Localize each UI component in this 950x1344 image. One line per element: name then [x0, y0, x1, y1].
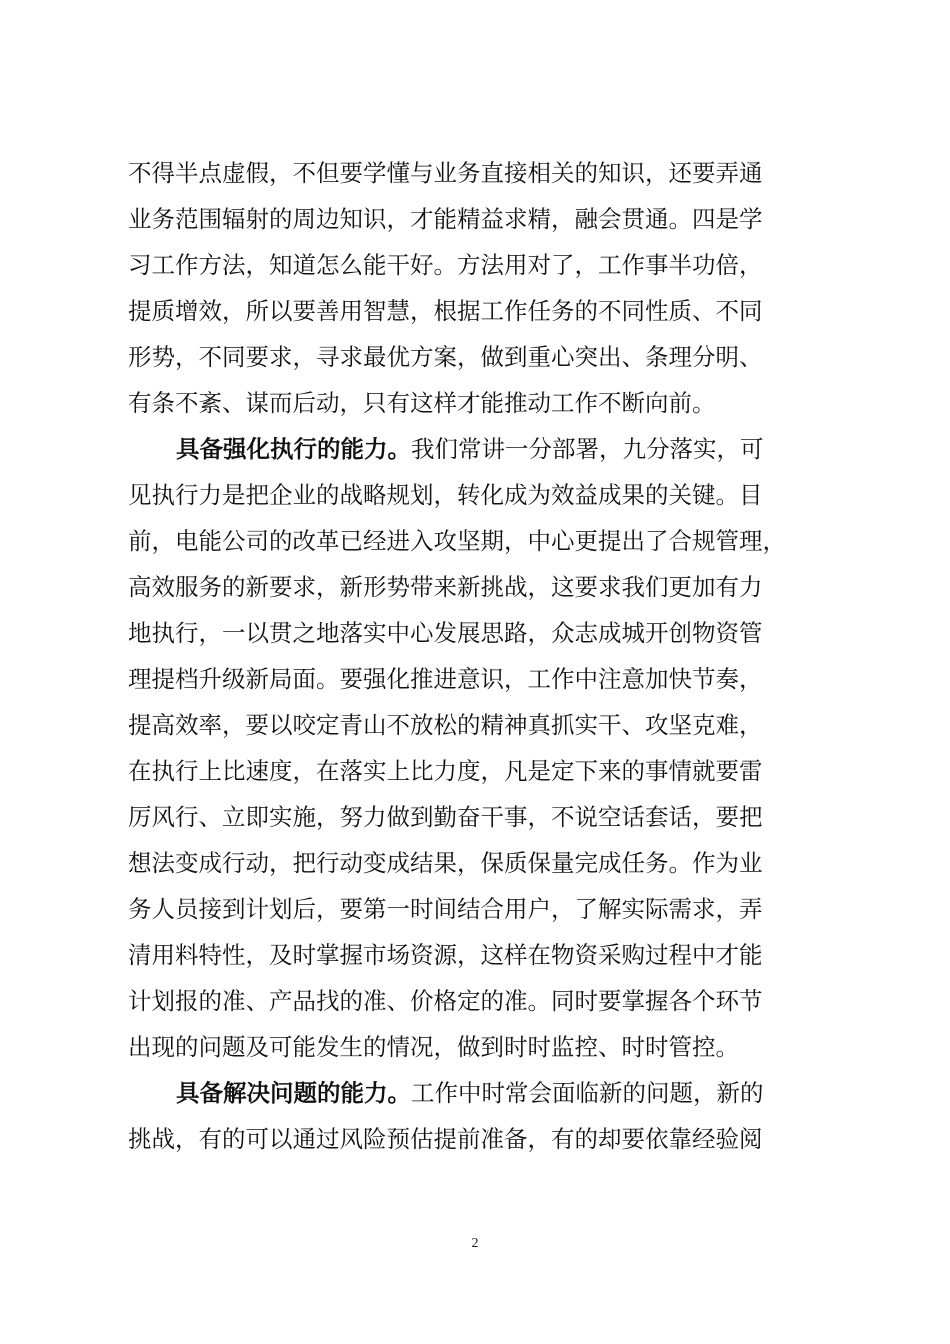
text-line: 前，电能公司的改革已经进入攻坚期，中心更提出了合规管理，	[128, 527, 786, 555]
text-line: 有条不紊、谋而后动，只有这样才能推动工作不断向前。	[128, 389, 716, 417]
text-run: 工作中时常会面临新的问题，新的	[411, 1079, 764, 1107]
text-line: 务人员接到计划后，要第一时间结合用户，了解实际需求，弄	[128, 895, 763, 923]
text-line: 在执行上比速度，在落实上比力度，凡是定下来的事情就要雷	[128, 757, 763, 785]
text-line: 形势，不同要求，寻求最优方案，做到重心突出、条理分明、	[128, 343, 763, 371]
text-line: 业务范围辐射的周边知识，才能精益求精，融会贯通。四是学	[128, 205, 763, 233]
text-line: 提高效率，要以咬定青山不放松的精神真抓实干、攻坚克难，	[128, 711, 763, 739]
text-line: 见执行力是把企业的战略规划，转化成为效益成果的关键。目	[128, 481, 763, 509]
paragraph-heading: 具备强化执行的能力。	[176, 435, 411, 463]
text-line: 提质增效，所以要善用智慧，根据工作任务的不同性质、不同	[128, 297, 763, 325]
paragraph-first-line	[128, 426, 838, 472]
text-line: 理提档升级新局面。要强化推进意识，工作中注意加快节奏，	[128, 665, 763, 693]
page-number: 2	[471, 1236, 479, 1251]
text-line: 清用料特性，及时掌握市场资源，这样在物资采购过程中才能	[128, 941, 763, 969]
text-line: 计划报的准、产品找的准、价格定的准。同时要掌握各个环节	[128, 987, 763, 1015]
text-line: 厉风行、立即实施，努力做到勤奋干事，不说空话套话，要把	[128, 803, 763, 831]
text-line: 习工作方法，知道怎么能干好。方法用对了，工作事半功倍，	[128, 251, 763, 279]
paragraph-first-line	[128, 1070, 838, 1116]
text-line: 地执行，一以贯之地落实中心发展思路，众志成城开创物资管	[128, 619, 763, 647]
text-line: 高效服务的新要求，新形势带来新挑战，这要求我们更加有力	[128, 573, 763, 601]
text-line: 想法变成行动，把行动变成结果，保质保量完成任务。作为业	[128, 849, 763, 877]
text-line: 挑战，有的可以通过风险预估提前准备，有的却要依靠经验阅	[128, 1125, 763, 1153]
text-run: 我们常讲一分部署，九分落实，可	[411, 435, 764, 463]
text-line: 出现的问题及可能发生的情况，做到时时监控、时时管控。	[128, 1033, 739, 1061]
paragraph-heading: 具备解决问题的能力。	[176, 1079, 411, 1107]
text-line: 不得半点虚假，不但要学懂与业务直接相关的知识，还要弄通	[128, 159, 763, 187]
body-text	[128, 150, 838, 1162]
